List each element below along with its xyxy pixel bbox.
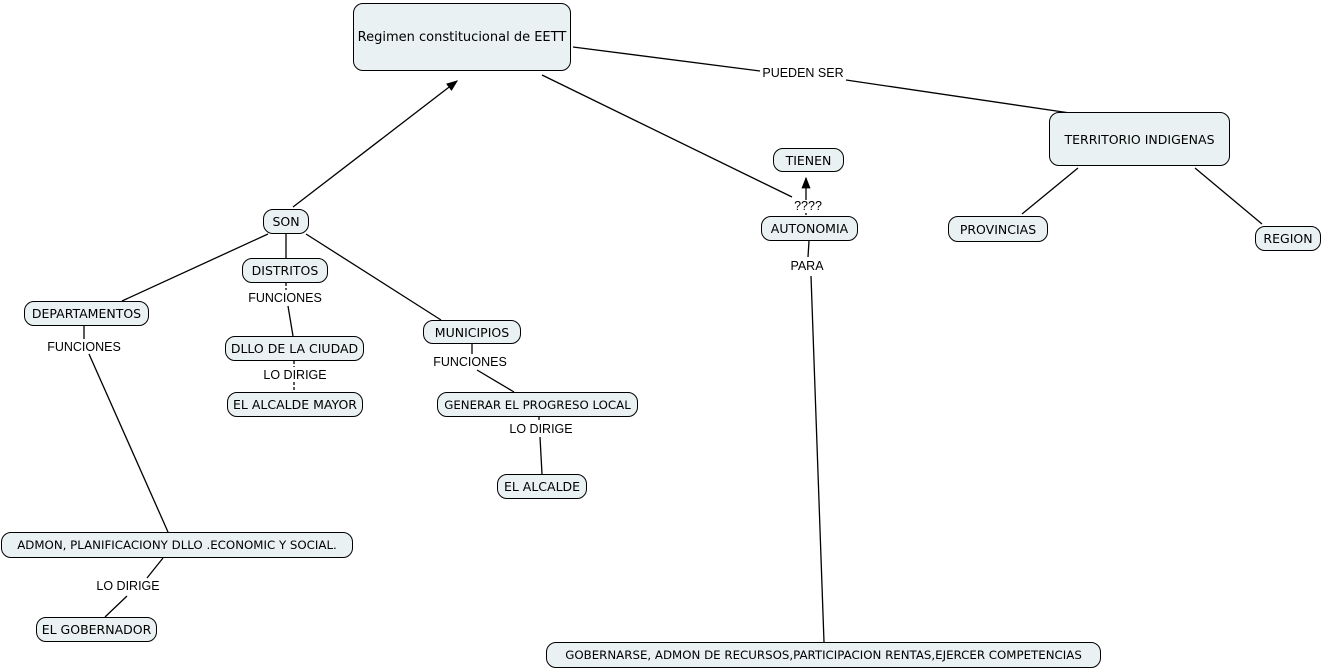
edge-funciones-admon: [89, 354, 168, 532]
link-label-funciones-departamentos[interactable]: FUNCIONES: [47, 340, 121, 354]
link-label-pueden-ser[interactable]: PUEDEN SER: [762, 66, 844, 80]
edge-para-gobernarse: [811, 276, 824, 642]
node-tienen[interactable]: TIENEN: [773, 148, 844, 172]
edge-root-pueden-ser: [573, 47, 760, 71]
edge-admon-lo-dirige: [147, 558, 163, 578]
edge-autonomia-para: [808, 241, 809, 257]
edge-pueden-ser-territorio: [846, 80, 1070, 113]
node-gobernarse-admon-recursos[interactable]: GOBERNARSE, ADMON DE RECURSOS,PARTICIPACION RENTAS,EJERCER COMPETENCIAS: [546, 642, 1101, 668]
edge-funciones-dllo: [288, 306, 293, 336]
link-label-lo-dirige-ciudad[interactable]: LO DIRIGE: [263, 368, 327, 382]
edge-territorio-provincias: [1022, 168, 1078, 214]
node-distritos[interactable]: DISTRITOS: [242, 258, 328, 283]
node-autonomia[interactable]: AUTONOMIA: [761, 216, 858, 241]
link-label-funciones-municipios[interactable]: FUNCIONES: [433, 355, 507, 369]
link-label-lo-dirige-gobernador[interactable]: LO DIRIGE: [96, 579, 160, 593]
node-el-gobernador[interactable]: EL GOBERNADOR: [36, 617, 157, 642]
node-son[interactable]: SON: [263, 209, 309, 234]
edge-root-interrogantes: [542, 75, 792, 197]
link-label-para[interactable]: PARA: [790, 259, 824, 273]
link-label-funciones-distritos[interactable]: FUNCIONES: [248, 291, 322, 305]
edge-funciones-generar: [477, 370, 514, 392]
link-label-interrogantes[interactable]: ????: [794, 199, 822, 213]
node-region[interactable]: REGION: [1255, 226, 1321, 251]
node-el-alcalde-mayor[interactable]: EL ALCALDE MAYOR: [227, 392, 363, 417]
node-el-alcalde[interactable]: EL ALCALDE: [497, 474, 587, 499]
node-provincias[interactable]: PROVINCIAS: [948, 216, 1048, 242]
node-generar-el-progreso-local[interactable]: GENERAR EL PROGRESO LOCAL: [437, 392, 638, 417]
node-dllo-de-la-ciudad[interactable]: DLLO DE LA CIUDAD: [225, 336, 364, 361]
edge-lo-dirige-el-alcalde: [540, 437, 542, 474]
edge-son-root-arrow: [293, 81, 457, 207]
edge-territorio-region: [1195, 168, 1262, 224]
edge-lo-dirige-gobernador: [105, 596, 127, 617]
node-admon-planificacion-dllo[interactable]: ADMON, PLANIFICACIONY DLLO .ECONOMIC Y SOCIAL.: [1, 532, 353, 558]
node-regimen-constitucional-de-eett[interactable]: Regimen constitucional de EETT: [353, 3, 571, 71]
link-label-lo-dirige-progreso[interactable]: LO DIRIGE: [509, 422, 573, 436]
node-territorio-indigenas[interactable]: TERRITORIO INDIGENAS: [1049, 112, 1230, 166]
node-departamentos[interactable]: DEPARTAMENTOS: [24, 301, 149, 326]
node-municipios[interactable]: MUNICIPIOS: [423, 320, 521, 344]
